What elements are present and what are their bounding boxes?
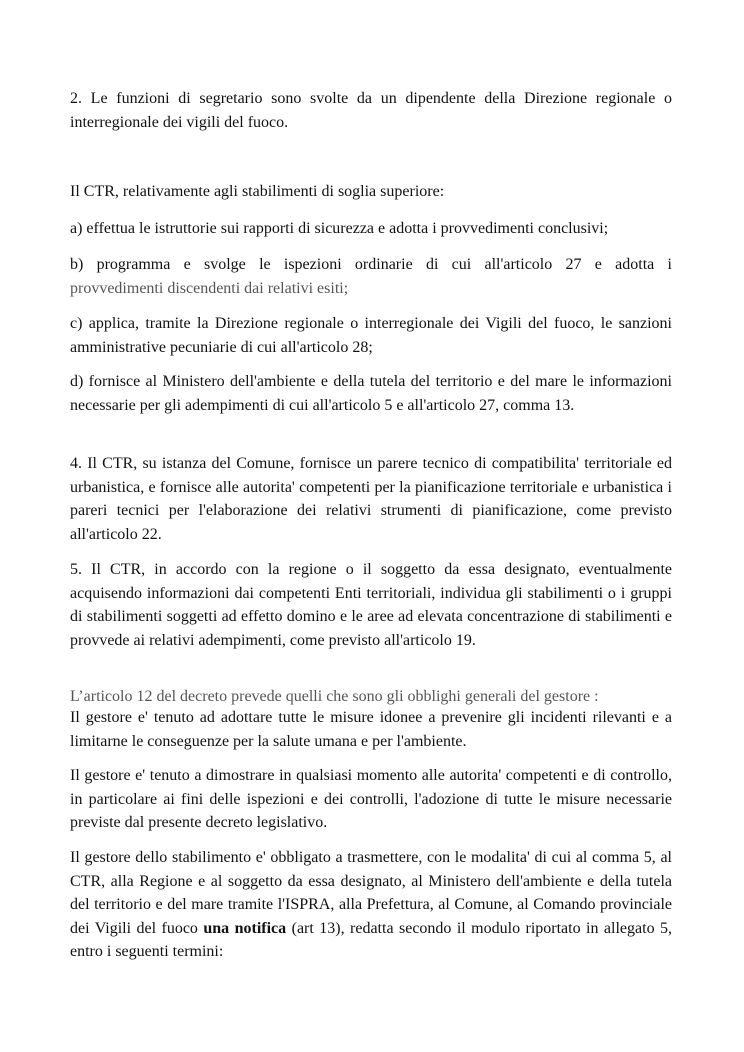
list-item-d: d) fornisce al Ministero dell'ambiente e della tutela del territorio e del mare le informazioni necessarie per gli adempimenti di cui all'articolo 5 e all'articolo 27, comma 13. [70, 373, 672, 414]
notifica-text-after: (art 13), redatta secondo il modulo riportato in allegato 5, entro i seguenti termini: [70, 919, 673, 960]
list-item-b-line2: provvedimenti discendenti dai relativi esiti; [70, 279, 349, 297]
paragraph-segretario: 2. Le funzioni di segretario sono svolte da un dipendente della Direzione regionale o interregionale dei vigili del fuoco. [70, 90, 672, 131]
list-item-c: c) applica, tramite la Direzione regionale o interregionale dei Vigili del fuoco, le sanzioni amministrative pecuniarie di cui all'articolo 28; [70, 315, 672, 356]
paragraph-gestore-tenuto: Il gestore e' tenuto ad adottare tutte le misure idonee a prevenire gli incidenti rilevanti e a limitarne le conseguenze per la salute umana e per l'ambiente. [70, 709, 672, 750]
paragraph-articolo-12: L’articolo 12 del decreto prevede quelli che sono gli obblighi generali del gestore : [70, 688, 599, 705]
paragraph-notifica [70, 846, 672, 964]
paragraph-5: 5. Il CTR, in accordo con la regione o il soggetto da essa designato, eventualmente acquisendo informazioni dai competenti Enti territoriali, individua gli stabilimenti o i gruppi di stabilimenti soggetti ad effetto domino e le aree ad elevata concentrazione di stabilimenti e provvede ai relativi adempimenti, come previsto all'articolo 19. [70, 561, 672, 649]
notifica-bold: una notifica [203, 919, 287, 937]
list-item-a: a) effettua le istruttorie sui rapporti di sicurezza e adotta i provvedimenti conclusivi; [70, 220, 609, 237]
list-item-b-line1: b) programma e svolge le ispezioni ordinarie di cui all'articolo 27 e adotta i [70, 256, 672, 273]
paragraph-4: 4. Il CTR, su istanza del Comune, fornisce un parere tecnico di compatibilita' territoriale ed urbanistica, e fornisce alle autorita' competenti per la pianificazione territoriale e urbanistica i pareri tecnici per l'elaborazione dei relativi strumenti di pianificazione, come previsto all'articolo 22. [70, 455, 672, 543]
list-item-b [70, 253, 672, 300]
paragraph-ctr-intro: Il CTR, relativamente agli stabilimenti di soglia superiore: [70, 183, 445, 200]
notifica-text-before: Il gestore dello stabilimento e' obbligato a trasmettere, con le modalita' di cui al comma 5, al CTR, alla Regione e al soggetto da essa designato, al Ministero dell'ambiente e della tutela del territorio e del mare tramite l'ISPRA, alla Prefettura, al Comune, al Comando provinciale dei Vigili del fuoco [70, 849, 672, 937]
paragraph-gestore-dimostrare: Il gestore e' tenuto a dimostrare in qualsiasi momento alle autorita' competenti e di controllo, in particolare ai fini delle ispezioni e dei controlli, l'adozione di tutte le misure necessarie previste dal presente decreto legislativo. [70, 767, 672, 831]
